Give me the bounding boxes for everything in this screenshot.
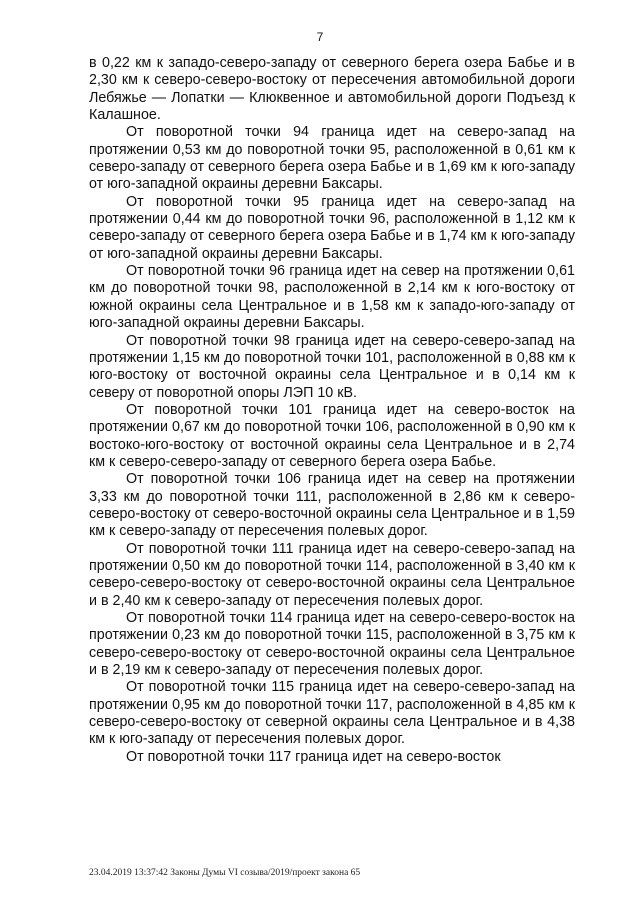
- paragraph: От поворотной точки 114 граница идет на северо-северо-восток на протяжении 0,23 км до поворотной точки 115, расположенной в 3,75 км к северо-северо-востоку от северо-восточной окраины села Центральное и в 2,19 км к северо-западу от пересечения полевых дорог.: [89, 610, 575, 679]
- paragraph: От поворотной точки 96 граница идет на север на протяжении 0,61 км до поворотной точки 98, расположенной в 2,14 км к юго-востоку от южной окраины села Центральное и в 1,58 км к западо-юго-западу от юго-западной окраины деревни Баксары.: [89, 263, 575, 332]
- paragraph: От поворотной точки 106 граница идет на север на протяжении 3,33 км до поворотной точки 111, расположенной в 2,86 км к северо-северо-востоку от северо-восточной окраины села Центральное и в 1,59 км к северо-западу от пересечения полевых дорог.: [89, 471, 575, 540]
- paragraph: От поворотной точки 94 граница идет на северо-запад на протяжении 0,53 км до поворотной точки 95, расположенной в 0,61 км к северо-западу от северного берега озера Бабье и в 1,69 км к юго-западу от юго-западной окраины деревни Баксары.: [89, 124, 575, 193]
- paragraph: От поворотной точки 111 граница идет на северо-северо-запад на протяжении 0,50 км до поворотной точки 114, расположенной в 3,40 км к северо-северо-востоку от северо-восточной окраины села Центральное и в 2,40 км к северо-западу от пересечения полевых дорог.: [89, 540, 575, 609]
- paragraph: От поворотной точки 98 граница идет на северо-северо-запад на протяжении 1,15 км до поворотной точки 101, расположенной в 0,88 км к юго-востоку от восточной окраины села Центральное и в 0,14 км к северу от поворотной опоры ЛЭП 10 кВ.: [89, 332, 575, 401]
- paragraph: От поворотной точки 101 граница идет на северо-восток на протяжении 0,67 км до поворотной точки 106, расположенной в 0,90 км к востоко-юго-востоку от восточной окраины села Центральное и в 2,74 км к северо-северо-западу от северного берега озера Бабье.: [89, 401, 575, 470]
- paragraph-continued: От поворотной точки 117 граница идет на северо-восток: [126, 748, 501, 765]
- paragraph: в 0,22 км к западо-северо-западу от северного берега озера Бабье и в 2,30 км к северо-северо-востоку от пересечения автомобильной дороги Лебяжье — Лопатки — Клюквенное и автомобильной дороги Подъезд к Калашное.: [89, 55, 575, 124]
- document-footer: 23.04.2019 13:37:42 Законы Думы VI созыва/2019/проект закона 65: [89, 868, 361, 878]
- document-body: [89, 55, 575, 766]
- paragraph: От поворотной точки 115 граница идет на северо-северо-запад на протяжении 0,95 км до поворотной точки 117, расположенной в 4,85 км к северо-северо-востоку от северной окраины села Центральное и в 4,38 км к юго-западу от пересечения полевых дорог.: [89, 679, 575, 748]
- paragraph: От поворотной точки 95 граница идет на северо-запад на протяжении 0,44 км до поворотной точки 96, расположенной в 1,12 км к северо-западу от северного берега озера Бабье и в 1,74 км к юго-западу от юго-западной окраины деревни Баксары.: [89, 193, 575, 262]
- page-number: 7: [316, 30, 324, 44]
